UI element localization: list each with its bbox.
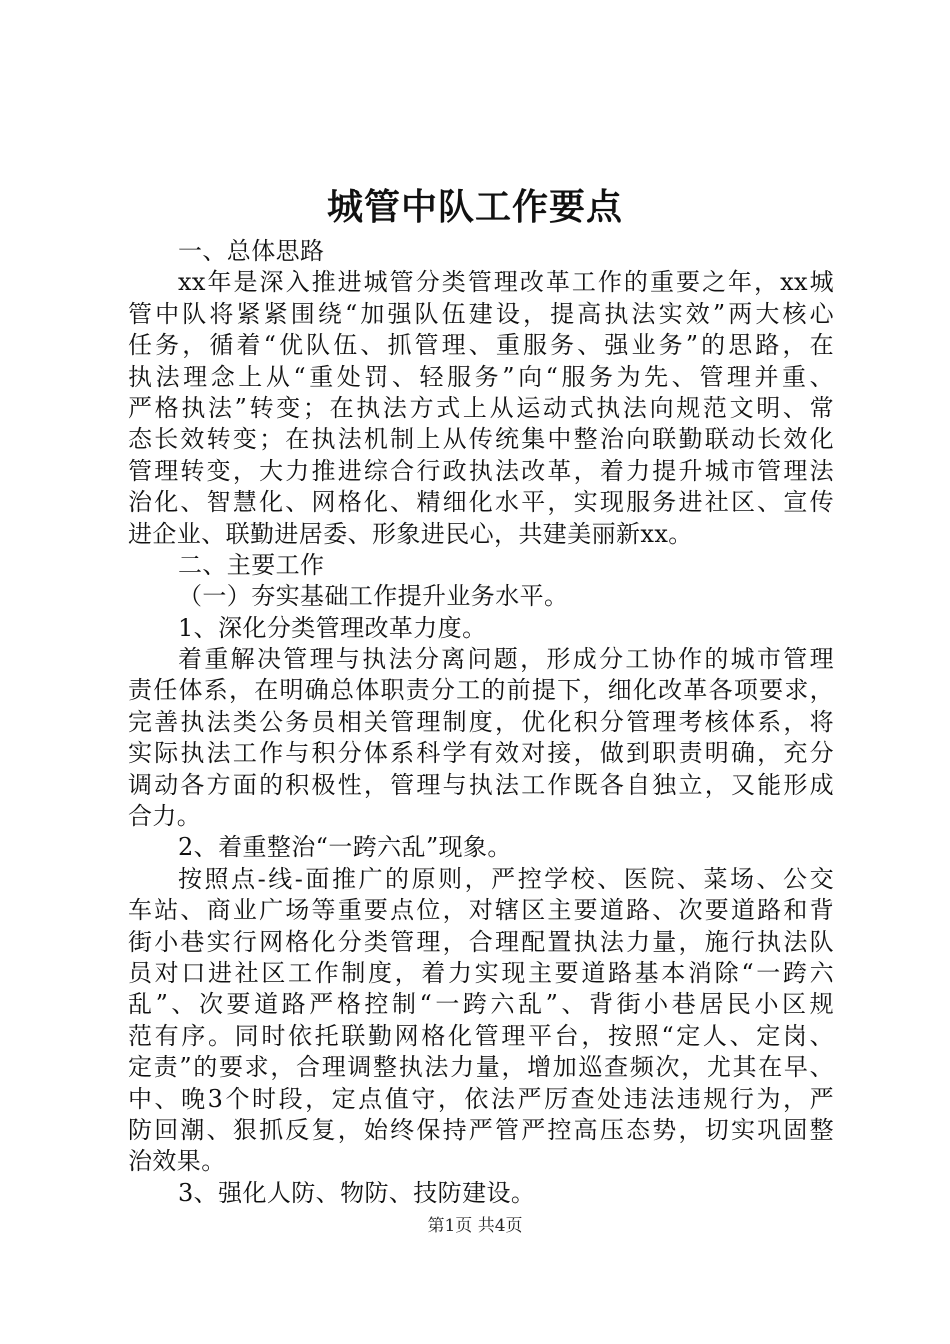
document-body bbox=[128, 236, 834, 1209]
text-line: 任务，循着“优队伍、抓管理、重服务、强业务”的思路，在 bbox=[128, 331, 834, 360]
text-line: 员对口进社区工作制度，着力实现主要道路基本消除“一跨六 bbox=[128, 958, 834, 987]
text-line: 调动各方面的积极性，管理与执法工作既各自独立，又能形成 bbox=[128, 770, 834, 799]
text-line: 防回潮、狠抓反复，始终保持严管严控高压态势，切实巩固整 bbox=[128, 1115, 834, 1144]
text-line: xx年是深入推进城管分类管理改革工作的重要之年，xx城 bbox=[178, 268, 834, 297]
text-line: 合力。 bbox=[128, 802, 202, 831]
text-line: 二、主要工作 bbox=[178, 550, 325, 579]
text-line: 一、总体思路 bbox=[178, 237, 325, 265]
text-line: 中、晚3个时段，定点值守，依法严厉查处违法违规行为，严 bbox=[128, 1084, 834, 1113]
text-line: 实际执法工作与积分体系科学有效对接，做到职责明确，充分 bbox=[128, 739, 834, 768]
text-line: 严格执法”转变；在执法方式上从运动式执法向规范文明、常 bbox=[128, 393, 834, 422]
text-line: 1、深化分类管理改革力度。 bbox=[178, 613, 487, 642]
text-line: 范有序。同时依托联勤网格化管理平台，按照“定人、定岗、 bbox=[128, 1021, 834, 1050]
text-line: 乱”、次要道路严格控制“一跨六乱”、背街小巷居民小区规 bbox=[128, 990, 834, 1019]
document-title: 城管中队工作要点 bbox=[326, 187, 623, 228]
page-number: 第1页 共4页 bbox=[427, 1216, 523, 1236]
text-line: 执法理念上从“重处罚、轻服务”向“服务为先、管理并重、 bbox=[128, 362, 834, 391]
text-line: 2、着重整治“一跨六乱”现象。 bbox=[178, 833, 512, 862]
text-line: 街小巷实行网格化分类管理，合理配置执法力量，施行执法队 bbox=[128, 927, 834, 956]
text-line: 责任体系，在明确总体职责分工的前提下，细化改革各项要求， bbox=[128, 676, 834, 705]
text-line: 管理转变，大力推进综合行政执法改革，着力提升城市管理法 bbox=[128, 456, 834, 485]
text-line: 车站、商业广场等重要点位，对辖区主要道路、次要道路和背 bbox=[128, 896, 834, 925]
text-line: 着重解决管理与执法分离问题，形成分工协作的城市管理 bbox=[178, 645, 834, 674]
text-line: 定责”的要求，合理调整执法力量，增加巡查频次，尤其在早、 bbox=[128, 1053, 834, 1082]
text-line: 进企业、联勤进居委、形象进民心，共建美丽新xx。 bbox=[128, 519, 693, 548]
text-line: （一）夯实基础工作提升业务水平。 bbox=[178, 582, 569, 611]
text-line: 按照点-线-面推广的原则，严控学校、医院、菜场、公交 bbox=[178, 864, 834, 893]
text-line: 态长效转变；在执法机制上从传统集中整治向联勤联动长效化 bbox=[128, 425, 834, 454]
text-line: 3、强化人防、物防、技防建设。 bbox=[178, 1178, 536, 1207]
text-line: 治化、智慧化、网格化、精细化水平，实现服务进社区、宣传 bbox=[128, 488, 834, 517]
text-line: 治效果。 bbox=[128, 1147, 226, 1176]
text-line: 管中队将紧紧围绕“加强队伍建设，提高执法实效”两大核心 bbox=[128, 299, 834, 328]
text-line: 完善执法类公务员相关管理制度，优化积分管理考核体系，将 bbox=[128, 707, 834, 736]
